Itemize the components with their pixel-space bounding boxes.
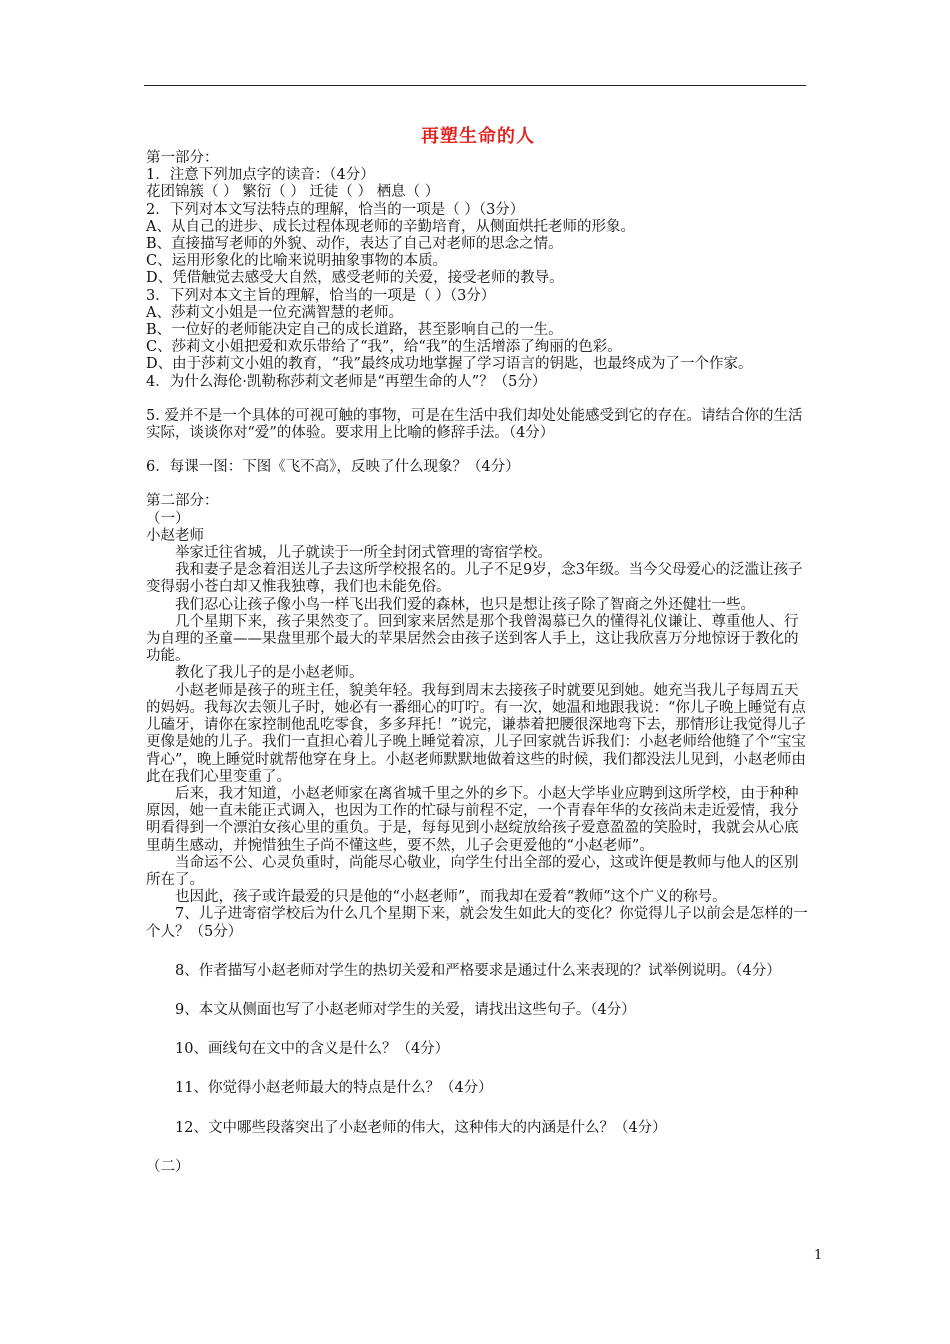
story-paragraph: 也因此，孩子或许最爱的只是他的“小赵老师”，而我却在爱着“教师”这个广义的称号。 (175, 889, 727, 906)
question-2-option-a: A、从自己的进步、成长过程体现老师的辛勤培育，从侧面烘托老师的形象。 (146, 218, 635, 235)
story-title: 小赵老师 (146, 527, 204, 544)
story-paragraph: 我们忍心让孩子像小鸟一样飞出我们爱的森林，也只是想让孩子除了智商之外还健壮一些。 (175, 596, 755, 613)
question-3-option-a: A、莎莉文小姐是一位充满智慧的老师。 (146, 304, 403, 321)
story-paragraph: 后来，我才知道，小赵老师家在离省城千里之外的乡下。小赵大学毕业应聘到这所学校，由于种种原因，她一直未能正式调入，也因为工作的忙碌与前程不定，一个青春年华的女孩尚未走近爱情，我分明看得到一个漂泊女孩心里的重负。于是，每每见到小赵绽放给孩子爱意盈盈的笑脸时，我就会从心底里萌生感动，并惋惜独生子尚不懂这些，要不然，儿子会更爱他的“小赵老师”。 (146, 785, 799, 854)
question-1: 1．注意下列加点字的读音：（4分） (146, 167, 375, 184)
question-7: 7、儿子进寄宿学校后为什么几个星期下来，就会发生如此大的变化？你觉得儿子以前会是怎样的一个人？（5分） (146, 906, 808, 940)
question-3: 3．下列对本文主旨的理解，恰当的一项是（ ）（3分） (146, 287, 496, 304)
question-2-option-d: D、凭借触觉去感受大自然，感受老师的关爱，接受老师的教导。 (146, 270, 564, 287)
page-number: 1 (814, 1248, 823, 1263)
question-4: 4．为什么海伦·凯勒称莎莉文老师是“再塑生命的人”？（5分） (146, 373, 547, 390)
question-6: 6．每课一图：下图《飞不高》，反映了什么现象？（4分） (146, 459, 520, 476)
story-paragraph: 小赵老师是孩子的班主任，貌美年轻。我每到周末去接孩子时就要见到她。她充当我儿子每周五天的妈妈。我每次去领儿子时，她必有一番细心的叮咛。有一次，她温和地跟我说：“你儿子晚上睡觉有点儿磕牙，请你在家控制他乱吃零食，多多拜托！”说完，谦恭着把腰很深地弯下去，那情形让我觉得儿子更像是她的儿子。我们一直担心着儿子晚上睡觉着凉，儿子回家就告诉我们：小赵老师给他缝了个“宝宝背心”，晚上睡觉时就帮他穿在身上。小赵老师默默地做着这些的时候，我们都没法儿见到，小赵老师由此在我们心里变重了。 (146, 682, 806, 785)
story-paragraph: 我和妻子是念着泪送儿子去这所学校报名的。儿子不足9岁，念3年级。当今父母爱心的泛滥让孩子变得弱小苍白却又惟我独尊，我们也未能免俗。 (146, 562, 803, 596)
part1-heading: 第一部分： (146, 150, 219, 166)
section-2-label: （二） (146, 1158, 190, 1175)
question-10: 10、画线句在文中的含义是什么？（4分） (175, 1041, 450, 1058)
question-3-option-b: B、一位好的老师能决定自己的成长道路，甚至影响自己的一生。 (146, 322, 563, 339)
story-paragraph: 举家迁往省城，儿子就读于一所全封闭式管理的寄宿学校。 (175, 545, 552, 562)
question-12: 12、文中哪些段落突出了小赵老师的伟大，这种伟大的内涵是什么？（4分） (175, 1119, 667, 1136)
question-9: 9、本文从侧面也写了小赵老师对学生的关爱，请找出这些句子。（4分） (175, 1001, 636, 1018)
question-3-option-c: C、莎莉文小姐把爱和欢乐带给了“我”，给“我”的生活增添了绚丽的色彩。 (146, 339, 622, 356)
question-11: 11、你觉得小赵老师最大的特点是什么？（4分） (175, 1080, 493, 1097)
section-1-label: （一） (146, 510, 190, 527)
question-2-option-c: C、运用形象化的比喻来说明抽象事物的本质。 (146, 253, 448, 270)
page-title: 再塑生命的人 (421, 126, 535, 147)
question-5: 5. 爱并不是一个具体的可视可触的事物，可是在生活中我们却处处能感受到它的存在。请结合你的生活实际，谈谈你对“爱”的体验。要求用上比喻的修辞手法。（4分） (146, 407, 803, 442)
question-2: 2．下列对本文写法特点的理解，恰当的一项是（ ）（3分） (146, 201, 525, 218)
part2-heading: 第二部分： (146, 493, 219, 510)
story-paragraph: 当命运不公、心灵负重时，尚能尽心敬业，向学生付出全部的爱心，这或许便是教师与他人的区别所在了。 (146, 854, 799, 888)
document-body (146, 126, 810, 1176)
story-paragraph: 几个星期下来，孩子果然变了。回到家来居然是那个我曾渴慕已久的懂得礼仪谦让、尊重他人、行为自理的圣童——果盘里那个最大的苹果居然会由孩子送到客人手上，这让我欣喜万分地惊讶于教化的功能。 (146, 613, 799, 665)
question-8: 8、作者描写小赵老师对学生的热切关爱和严格要求是通过什么来表现的？试举例说明。（4分） (175, 962, 781, 979)
header-rule (144, 85, 806, 86)
question-1-items: 花团锦簇（ ） 繁衍（ ） 迁徒（ ） 栖息（ ） (146, 184, 440, 201)
question-3-option-d: D、由于莎莉文小姐的教育，“我”最终成功地掌握了学习语言的钥匙，也最终成为了一个作家。 (146, 356, 753, 373)
story-paragraph: 教化了我儿子的是小赵老师。 (175, 665, 364, 682)
question-2-option-b: B、直接描写老师的外貌、动作，表达了自己对老师的思念之情。 (146, 236, 563, 253)
